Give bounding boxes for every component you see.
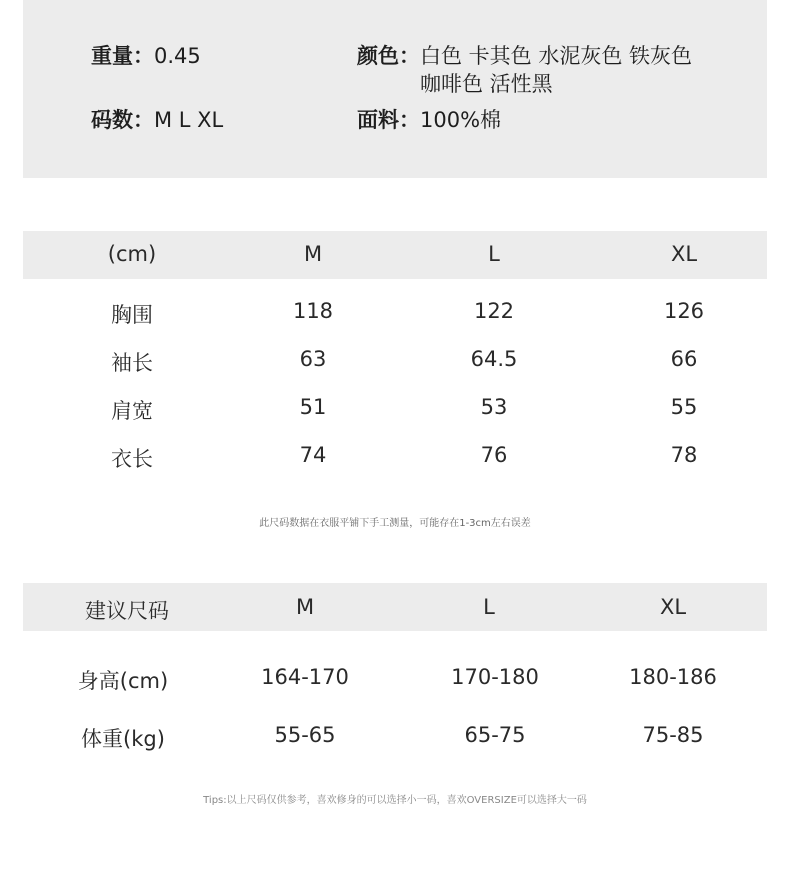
color-info: [357, 42, 695, 98]
product-info-panel: [23, 0, 767, 178]
color-value: 白色 卡其色 水泥灰色 铁灰色 咖啡色 活性黑: [420, 44, 693, 96]
size-header-xl: XL: [670, 242, 698, 266]
size-header-l: L: [488, 242, 500, 266]
recommend-cell: 164-170: [261, 665, 349, 689]
weight-label: 重量：: [91, 44, 154, 68]
size-cell: 122: [473, 299, 515, 323]
weight-info: [91, 42, 201, 70]
recommend-header-l: L: [483, 595, 495, 619]
size-cell: 63: [299, 347, 327, 371]
size-row-label: 胸围: [111, 303, 153, 327]
size-row-label: 肩宽: [111, 399, 153, 423]
tips-note: Tips:以上尺码仅供参考，喜欢修身的可以选择小一码，喜欢OVERSIZE可以选择大一码: [203, 795, 587, 806]
fabric-label: 面料：: [357, 108, 420, 132]
recommend-header-xl: XL: [659, 595, 687, 619]
size-header-m: M: [303, 242, 323, 266]
size-cell: 126: [663, 299, 705, 323]
size-cell: 66: [670, 347, 698, 371]
recommend-cell: 180-186: [629, 665, 717, 689]
sizes-value: M L XL: [154, 108, 224, 132]
size-row-label: 衣长: [111, 447, 153, 471]
recommend-cell: 75-85: [642, 723, 704, 747]
measurement-note: 此尺码数据在衣服平铺下手工测量，可能存在1-3cm左右误差: [259, 518, 531, 529]
size-cell: 55: [670, 395, 698, 419]
fabric-value: 100%棉: [420, 108, 502, 132]
recommend-row-label: 身高(cm): [77, 669, 169, 693]
recommend-cell: 65-75: [464, 723, 526, 747]
weight-value: 0.45: [154, 44, 201, 68]
recommend-header-title: 建议尺码: [85, 599, 169, 623]
size-cell: 51: [299, 395, 327, 419]
color-label: 颜色：: [357, 44, 420, 68]
sizes-info: [91, 106, 223, 134]
size-row-label: 袖长: [111, 351, 153, 375]
recommend-cell: 170-180: [451, 665, 539, 689]
recommend-header-m: M: [295, 595, 315, 619]
size-cell: 78: [670, 443, 698, 467]
recommend-cell: 55-65: [274, 723, 336, 747]
size-cell: 118: [292, 299, 334, 323]
size-cell: 53: [480, 395, 508, 419]
size-header-unit: (cm): [107, 242, 157, 266]
recommend-row-label: 体重(kg): [81, 727, 165, 751]
size-cell: 74: [299, 443, 327, 467]
size-cell: 76: [480, 443, 508, 467]
fabric-info: [357, 106, 501, 134]
size-cell: 64.5: [470, 347, 518, 371]
sizes-label: 码数：: [91, 108, 154, 132]
